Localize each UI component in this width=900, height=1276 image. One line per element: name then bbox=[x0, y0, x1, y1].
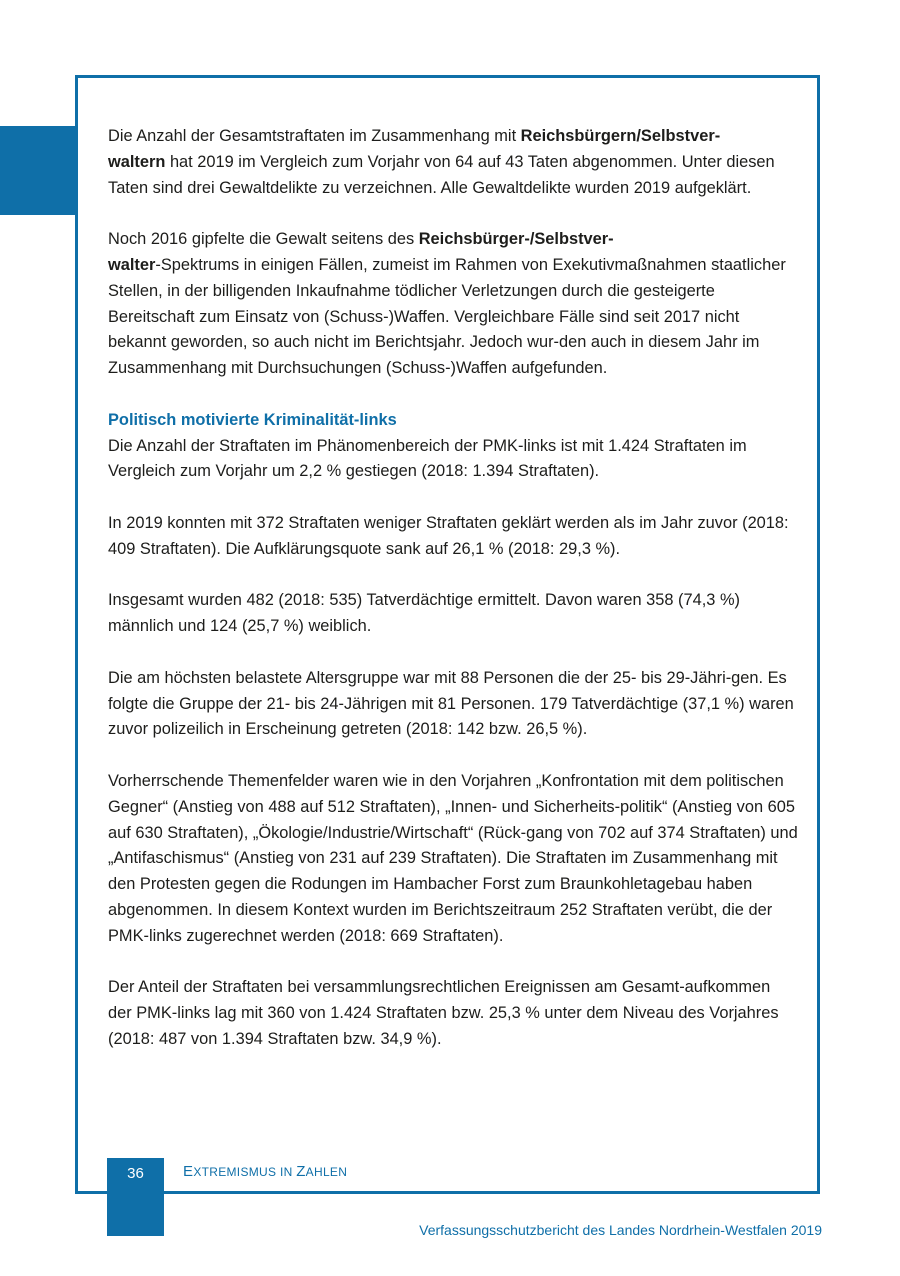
paragraph-suspects: Insgesamt wurden 482 (2018: 535) Tatverdächtige ermittelt. Davon waren 358 (74,3 %) männlich und 124 (25,7 %) weiblich. bbox=[108, 591, 740, 636]
paragraph-clearance: In 2019 konnten mit 372 Straftaten weniger Straftaten geklärt werden als im Jahr zuvor (2018: 409 Straftaten). Die Aufklärungsquote sank auf 26,1 % (2018: 29,3 %). bbox=[108, 513, 789, 558]
paragraph-pmk-links-intro: Politisch motivierte Kriminalität-links Die Anzahl der Straftaten im Phänomenbereich der PMK-links ist mit 1.424 Straftaten im Vergleich zum Vorjahr um 2,2 % gestiegen (2018: 1.394 Straftaten). bbox=[108, 408, 798, 485]
body-text bbox=[108, 124, 798, 1078]
side-tab-marker bbox=[0, 126, 75, 215]
paragraph-reichsbuerger-count: Die Anzahl der Gesamtstraftaten im Zusammenhang mit Reichsbürgern/Selbstver- waltern hat 2019 im Vergleich zum Vorjahr von 64 auf 43 Taten abgenommen. Unter diesen Taten sind drei Gewaltdelikte zu verzeichnen. Alle Gewaltdelikte wurden 2019 aufgeklärt. bbox=[108, 127, 775, 197]
paragraph-topic-fields: Vorherrschende Themenfelder waren wie in den Vorjahren „Konfrontation mit dem politischen Gegner“ (Anstieg von 488 auf 512 Straftaten), „Innen- und Sicherheits-politik“ (Anstieg von 605 auf 630 Straftaten), „Ökologie/Industrie/Wirtschaft“ (Rück-gang von 702 auf 374 Straftaten) und „Antifaschismus“ (Anstieg von 231 auf 239 Straftaten). Die Straftaten im Zusammenhang mit den Protesten gegen die Rodungen im Hambacher Forst zum Braunkohletagebau haben abgenommen. In diesem Kontext wurden im Berichtszeitraum 252 Straftaten verübt, die der PMK-links zugerechnet werden (2018: 669 Straftaten). bbox=[108, 771, 798, 945]
section-heading: Politisch motivierte Kriminalität-links bbox=[108, 410, 397, 429]
paragraph-assemblies: Der Anteil der Straftaten bei versammlungsrechtlichen Ereignissen am Gesamt-aufkommen der PMK-links lag mit 360 von 1.424 Straftaten bzw. 25,3 % unter dem Niveau des Vorjahres (2018: 487 von 1.394 Straftaten bzw. 34,9 %). bbox=[108, 978, 779, 1048]
paragraph-reichsbuerger-violence: Noch 2016 gipfelte die Gewalt seitens des Reichsbürger-/Selbstver- walter-Spektrums in einigen Fällen, zumeist im Rahmen von Exekutivmaßnahmen staatlicher Stellen, in der billigenden Inkaufnahme tödlicher Verletzungen durch die gesteigerte Bereitschaft zum Einsatz von (Schuss-)Waffen. Vergleichbare Fälle sind seit 2017 nicht bekannt geworden, so auch nicht im Berichtsjahr. Jedoch wur-den auch in diesem Jahr im Zusammenhang mit Durchsuchungen (Schuss-)Waffen aufgefunden. bbox=[108, 230, 786, 378]
running-title: EXTREMISMUS IN ZAHLEN bbox=[183, 1163, 348, 1180]
paragraph-age-groups: Die am höchsten belastete Altersgruppe war mit 88 Personen die der 25- bis 29-Jähri-gen. Es folgte die Gruppe der 21- bis 24-Jährigen mit 81 Personen. 179 Tatverdächtige (37,1 %) waren zuvor polizeilich in Erscheinung getreten (2018: 142 bzw. 26,5 %). bbox=[108, 668, 794, 739]
footer-publication: Verfassungsschutzbericht des Landes Nordrhein-Westfalen 2019 bbox=[419, 1222, 822, 1238]
page-number: 36 bbox=[107, 1158, 164, 1236]
